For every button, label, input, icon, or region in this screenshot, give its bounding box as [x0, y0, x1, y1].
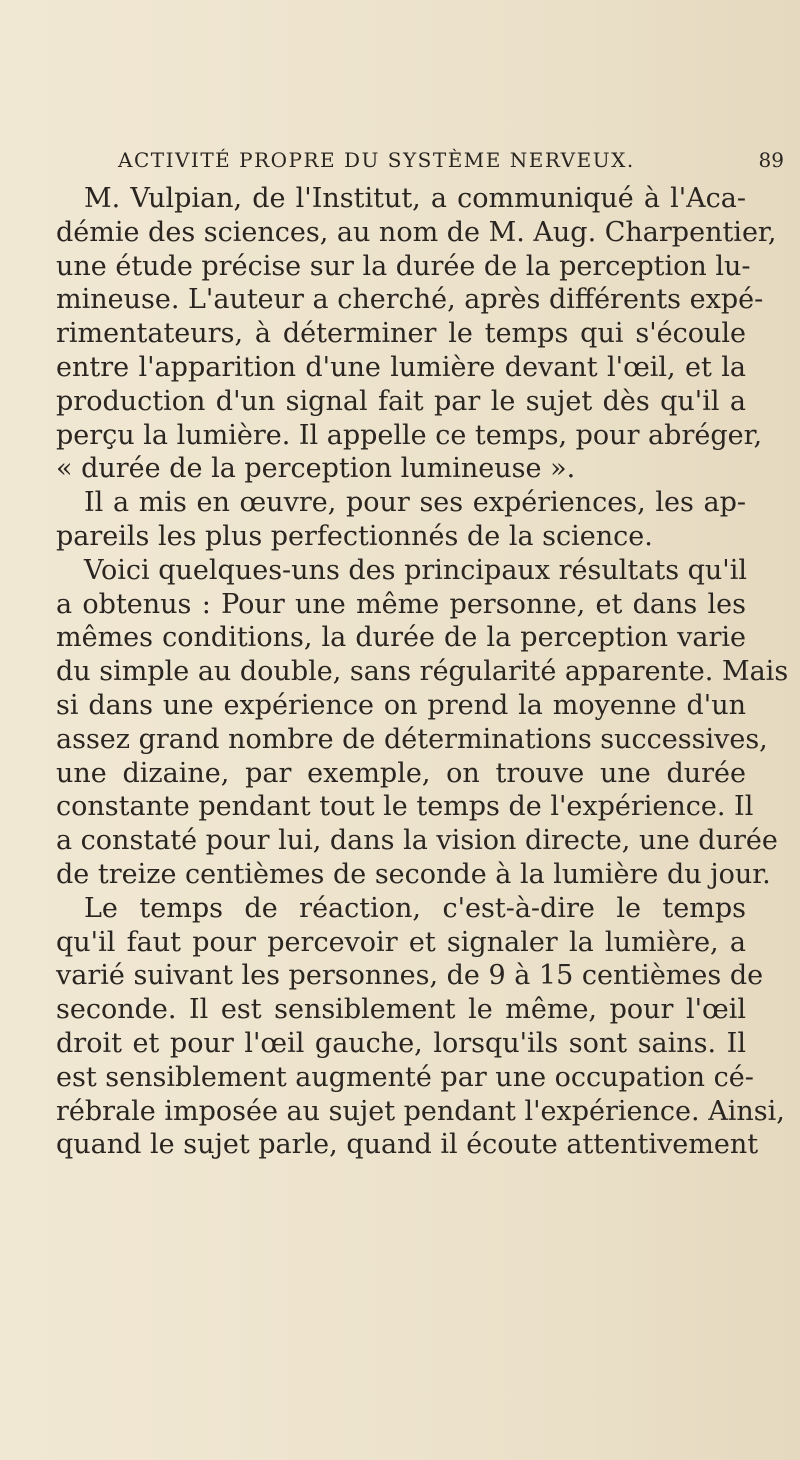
text-line: entre l'apparition d'une lumière devant l'œil, et la	[56, 351, 746, 383]
text-line: mineuse. L'auteur a cherché, après différents expé-	[56, 284, 764, 316]
text-line: droit et pour l'œil gauche, lorsqu'ils sont sains. Il	[56, 1027, 746, 1059]
text-line: si dans une expérience on prend la moyenne d'un	[56, 689, 746, 721]
text-line: qu'il faut pour percevoir et signaler la lumière, a	[56, 926, 746, 958]
text-line: rébrale imposée au sujet pendant l'expérience. Ainsi,	[56, 1095, 785, 1127]
text-line: M. Vulpian, de l'Institut, a communiqué à l'Aca-	[84, 183, 746, 214]
text-line: mêmes conditions, la durée de la perception varie	[56, 622, 746, 654]
running-head-title: ACTIVITÉ PROPRE DU SYSTÈME NERVEUX.	[118, 148, 635, 172]
text-line: perçu la lumière. Il appelle ce temps, pour abréger,	[56, 419, 763, 451]
body-text	[56, 182, 789, 1162]
text-line: varié suivant les personnes, de 9 à 15 centièmes de	[56, 960, 764, 992]
text-line: est sensiblement augmenté par une occupation cé-	[56, 1061, 754, 1093]
text-line: rimentateurs, à déterminer le temps qui s'écoule	[56, 318, 746, 350]
text-line: constante pendant tout le temps de l'expérience. Il	[56, 791, 754, 823]
text-line: Le temps de réaction, c'est-à-dire le temps	[84, 892, 746, 924]
text-line: production d'un signal fait par le sujet dès qu'il a	[56, 385, 746, 417]
text-line: « durée de la perception lumineuse ».	[56, 453, 576, 485]
text-line: une étude précise sur la durée de la perception lu-	[56, 250, 751, 282]
text-line: Il a mis en œuvre, pour ses expériences, les ap-	[84, 487, 746, 519]
text-line: Voici quelques-uns des principaux résultats qu'il	[84, 554, 748, 586]
text-line: assez grand nombre de déterminations successives,	[56, 723, 768, 755]
running-head	[118, 148, 784, 172]
text-line: du simple au double, sans régularité apparente. Mais	[56, 656, 789, 688]
text-line: a constaté pour lui, dans la vision directe, une durée	[56, 825, 778, 857]
text-line: de treize centièmes de seconde à la lumière du jour.	[56, 858, 771, 890]
text-line: une dizaine, par exemple, on trouve une durée	[56, 757, 746, 789]
text-line: pareils les plus perfectionnés de la science.	[56, 520, 653, 552]
text-line: seconde. Il est sensiblement le même, pour l'œil	[56, 994, 746, 1026]
page-number: 89	[758, 148, 784, 172]
text-line: a obtenus : Pour une même personne, et dans les	[56, 588, 746, 620]
text-line: quand le sujet parle, quand il écoute attentivement	[56, 1129, 759, 1161]
text-line: démie des sciences, au nom de M. Aug. Charpentier,	[56, 216, 777, 248]
